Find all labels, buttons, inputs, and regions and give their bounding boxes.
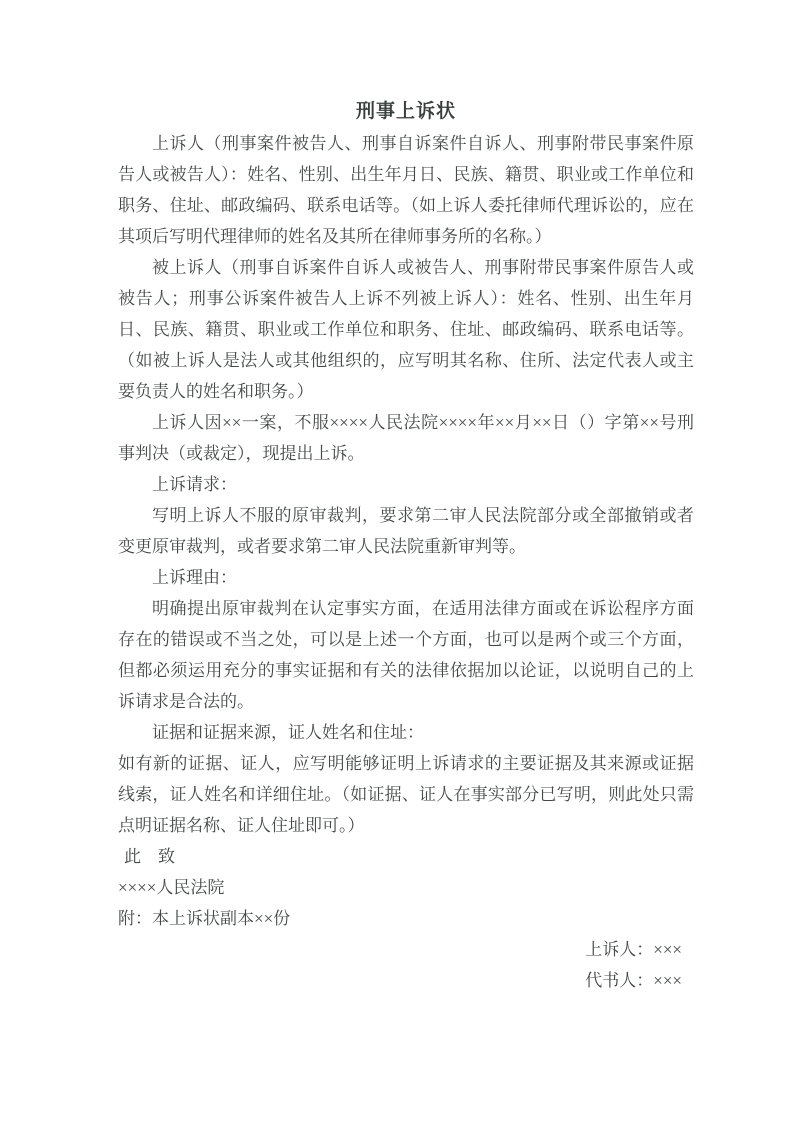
heading-appeal-request: 上诉请求： bbox=[152, 475, 237, 494]
signature-appellant: 上诉人：××× bbox=[585, 940, 682, 959]
document-title: 刑事上诉状 bbox=[355, 101, 456, 122]
para-appellant-info: 上诉人（刑事案件被告人、刑事自诉案件自诉人、刑事附带民事案件原告人或被告人）：姓名、性别、出生年月日、民族、籍贯、职业或工作单位和职务、住址、邮政编码、联系电话等。（如上诉人委托律师代理诉讼的，应在其项后写明代理律师的姓名及其所在律师事务所的名称。） bbox=[118, 134, 694, 246]
para-appeal-reasons-body: 明确提出原审裁判在认定事实方面，在适用法律方面或在诉讼程序方面存在的错误或不当之处，可以是上述一个方面，也可以是两个或三个方面，但都必须运用充分的事实证据和有关的法律依据加以论证，以说明自己的上诉请求是合法的。 bbox=[118, 599, 694, 711]
para-case-intro: 上诉人因××一案，不服××××人民法院××××年××月××日（）字第××号刑事判决（或裁定），现提出上诉。 bbox=[118, 413, 694, 463]
para-evidence-body: 如有新的证据、证人，应写明能够证明上诉请求的主要证据及其来源或证据线索，证人姓名和详细住址。（如证据、证人在事实部分已写明，则此处只需点明证据名称、证人住址即可。） bbox=[118, 754, 694, 835]
para-appellee-info: 被上诉人（刑事自诉案件自诉人或被告人、刑事附带民事案件原告人或被告人；刑事公诉案件被告人上诉不列被上诉人）：姓名、性别、出生年月日、民族、籍贯、职业或工作单位和职务、住址、邮政编码、联系电话等。（如被上诉人是法人或其他组织的，应写明其名称、住所、法定代表人或主要负责人的姓名和职务。） bbox=[118, 258, 694, 401]
para-appeal-request-body: 写明上诉人不服的原审裁判，要求第二审人民法院部分或全部撤销或者变更原审裁判，或者要求第二审人民法院重新审判等。 bbox=[118, 506, 694, 556]
document-content bbox=[118, 96, 694, 996]
signature-scribe: 代书人：××× bbox=[585, 971, 682, 990]
line-attachment-note: 附：本上诉状副本××份 bbox=[118, 909, 291, 928]
heading-appeal-reasons: 上诉理由： bbox=[152, 568, 237, 587]
heading-evidence: 证据和证据来源，证人姓名和住址： bbox=[152, 723, 424, 742]
line-court-name: ××××人民法院 bbox=[118, 878, 225, 897]
line-respectfully-submitted: 此 致 bbox=[124, 847, 175, 866]
